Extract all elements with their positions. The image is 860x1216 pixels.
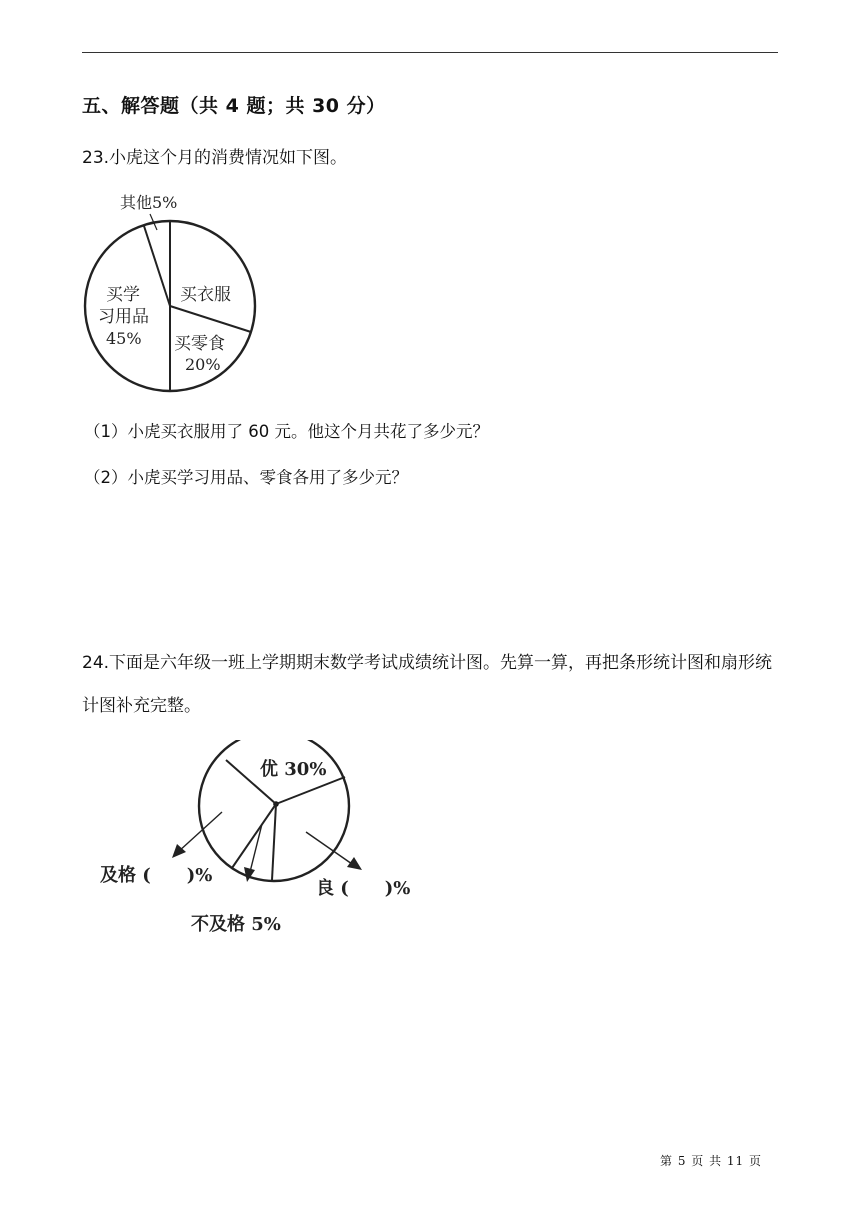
q23-label-clothes: 买衣服 <box>180 285 231 305</box>
q24-arrow-good-shaft <box>306 832 352 864</box>
question-23-sub1: （1）小虎买衣服用了 60 元。他这个月共花了多少元？ <box>84 422 489 441</box>
question-23-stem: 23.小虎这个月的消费情况如下图。 <box>82 148 348 168</box>
q23-label-other: 其他5% <box>120 193 178 212</box>
q24-label-good: 良 ( )% <box>316 878 411 899</box>
q23-slice-line-clothes <box>170 306 251 332</box>
q23-label-study-pct: 45% <box>106 329 142 348</box>
q24-arrow-fail-head <box>244 867 255 882</box>
q23-consumption-pie-chart <box>80 186 260 398</box>
question-24-stem: 24.下面是六年级一班上学期期末数学考试成绩统计图。先算一算，再把条形统计图和扇形统计图补充完整。 <box>82 653 773 716</box>
q23-label-snack: 买零食 <box>174 334 225 354</box>
q24-arrow-fail-shaft <box>250 824 262 872</box>
q23-label-study-1: 买学 <box>106 285 140 305</box>
q24-arrow-good-head <box>347 857 362 870</box>
page-footer: 第 5 页 共 11 页 <box>660 1154 762 1168</box>
q24-slice-line-4 <box>272 804 276 880</box>
q24-label-pass: 及格 ( )% <box>100 865 213 886</box>
q23-label-study-2: 习用品 <box>98 307 149 327</box>
q24-label-fail: 不及格 5% <box>191 914 281 935</box>
q24-grades-pie-chart <box>90 740 440 940</box>
q24-slice-line-2 <box>276 777 345 804</box>
q24-label-excellent: 优 30% <box>260 759 327 780</box>
header-rule <box>82 52 778 53</box>
q23-label-snack-pct: 20% <box>185 355 221 374</box>
question-23-sub2: （2）小虎买学习用品、零食各用了多少元？ <box>84 468 408 487</box>
q23-slice-line-other <box>144 226 170 306</box>
section-heading: 五、解答题（共 4 题；共 30 分） <box>82 95 386 117</box>
